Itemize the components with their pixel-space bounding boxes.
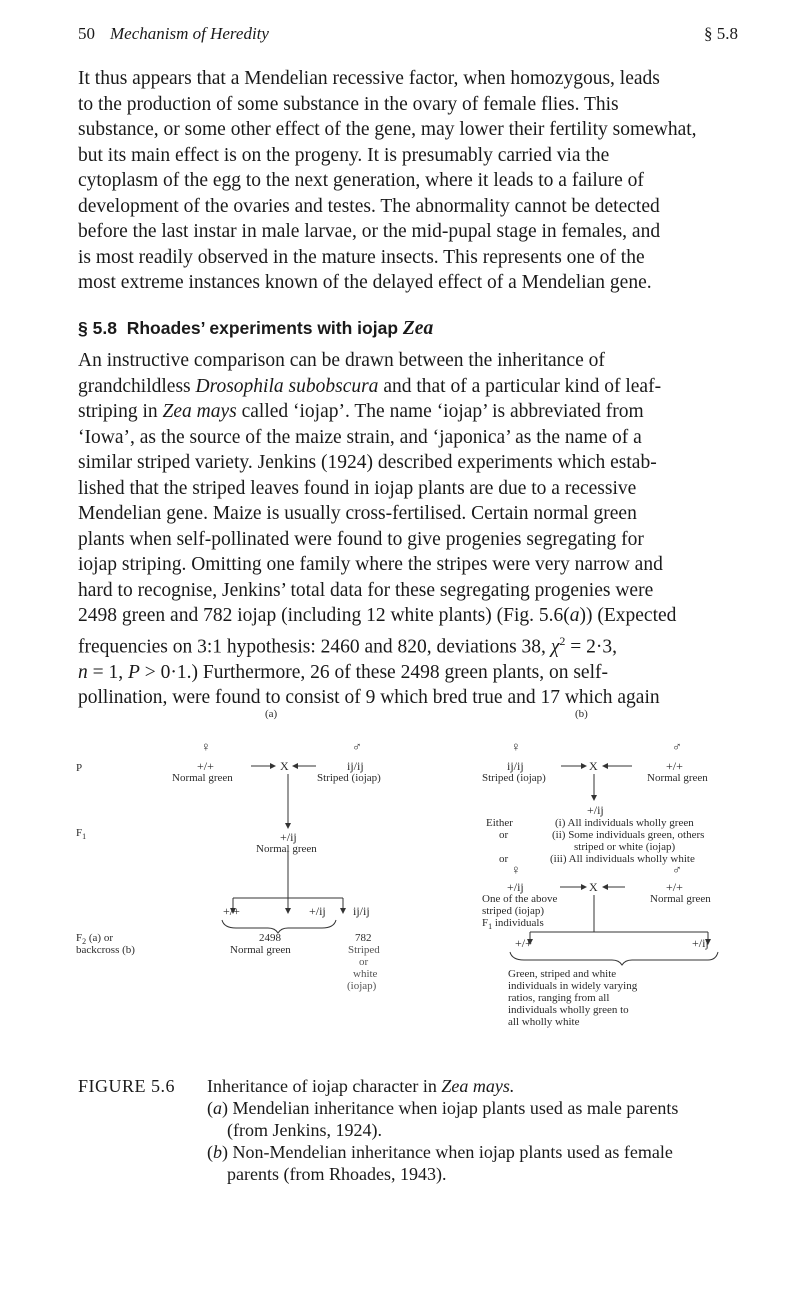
text-line: hard to recognise, Jenkins’ total data for these segregating progenies were xyxy=(78,579,654,601)
text-line: but its main effect is on the progeny. It is presumably carried via the xyxy=(78,144,610,166)
text-line: similar striped variety. Jenkins (1924) described experiments which estab- xyxy=(78,452,657,473)
a-f2-genotype-2: +/ij xyxy=(309,904,326,918)
a-f2-green-phenotype: Normal green xyxy=(230,944,291,956)
a-f1-phenotype: Normal green xyxy=(256,843,317,855)
figure-5-6 xyxy=(0,700,800,1070)
section-title-italic: Zea xyxy=(402,318,434,339)
a-f2-genotype-1: +/+ xyxy=(223,904,240,918)
text-line: development of the ovaries and testes. The abnormality cannot be detected xyxy=(78,195,660,217)
row-label-f1: $F_1$ xyxy=(76,827,87,842)
a-f2-iojap-line: (iojap) xyxy=(347,980,377,992)
caption-text xyxy=(207,1075,767,1185)
text-line: Mendelian gene. Maize is usually cross-fertilised. Certain normal green xyxy=(78,503,637,524)
b-cross-symbol: X xyxy=(589,759,598,773)
a-p-female-phenotype: Normal green xyxy=(172,772,233,784)
figure-label: FIGURE 5.6 xyxy=(78,1076,176,1096)
text-line: substance, or some other effect of the gene, may lower their fertility somewhat, xyxy=(78,119,697,140)
b-off-genotype-1: +/+ xyxy=(515,936,532,950)
text-line: n = 1, P > 0·1.) Furthermore, 26 of these 2498 green plants, on self- xyxy=(78,661,608,683)
text-line: before the last instar in male larvae, or the mid-pupal stage in females, and xyxy=(78,221,661,242)
text-line: is most readily observed in the mature insects. This represents one of the xyxy=(78,246,645,268)
caption-part-a-cont: (from Jenkins, 1924). xyxy=(227,1120,382,1140)
b-off-line: individuals in widely varying xyxy=(508,980,638,992)
a-f1-genotype: +/ij xyxy=(280,830,297,844)
b-off-line: individuals wholly green to xyxy=(508,1004,629,1016)
section-marker: § 5.8 xyxy=(704,24,738,43)
a-f2-iojap-line: Striped xyxy=(348,944,380,956)
caption-part-b: (b) Non-Mendelian inheritance when iojap plants used as female xyxy=(207,1142,673,1162)
text-line: striping in Zea mays called ‘iojap’. The name ‘iojap’ is abbreviated from xyxy=(78,401,644,422)
caption-part-a: (a) Mendelian inheritance when iojap plants used as male parents xyxy=(207,1098,679,1118)
text-line: ‘Iowa’, as the source of the maize strain, and ‘japonica’ as the name of a xyxy=(78,426,642,448)
male-symbol: ♂ xyxy=(672,862,682,877)
section-title: Rhoades’ experiments with iojap xyxy=(126,318,399,338)
section-heading xyxy=(78,318,433,340)
caption-part-b-cont: parents (from Rhoades, 1943). xyxy=(227,1164,447,1184)
female-symbol: ♀ xyxy=(511,862,521,877)
text-line: cytoplasm of the egg to the next generation, where it leads to a failure of xyxy=(78,170,644,191)
b-off-line: ratios, ranging from all xyxy=(508,992,610,1004)
b-option-3: (iii) All individuals wholly white xyxy=(550,853,695,865)
a-f2-count-green: 2498 xyxy=(259,932,281,944)
text-line: An instructive comparison can be drawn between the inheritance of xyxy=(78,350,605,371)
paragraph-1 xyxy=(78,66,759,296)
b-or: or xyxy=(499,853,509,865)
male-symbol: ♂ xyxy=(352,739,362,754)
b-p-male-phenotype: Normal green xyxy=(647,772,708,784)
b-option-1: (i) All individuals wholly green xyxy=(555,817,694,829)
b-p-female-genotype: ij/ij xyxy=(507,759,524,773)
text-line: lished that the striped leaves found in iojap plants are due to a recessive xyxy=(78,477,637,499)
a-f2-iojap-line: or xyxy=(359,956,369,968)
text-line: It thus appears that a Mendelian recessive factor, when homozygous, leads xyxy=(78,68,660,89)
a-p-male-genotype: ij/ij xyxy=(347,759,364,773)
text-line: 2498 green and 782 iojap (including 12 white plants) (Fig. 5.6(a)) (Expected xyxy=(78,605,677,626)
male-symbol: ♂ xyxy=(672,739,682,754)
a-p-female-genotype: +/+ xyxy=(197,759,214,773)
b-off-line: all wholly white xyxy=(508,1016,580,1028)
b-f1-genotype: +/ij xyxy=(587,803,604,817)
page-number: 50 xyxy=(78,24,95,43)
section-number: § 5.8 xyxy=(78,318,117,338)
b-or: or xyxy=(499,829,509,841)
b-off-line: Green, striped and white xyxy=(508,968,617,980)
a-f2-iojap-line: white xyxy=(353,968,378,980)
caption-title: Inheritance of iojap character in Zea mays. xyxy=(207,1076,515,1096)
b-either: Either xyxy=(486,817,513,829)
b-off-genotype-2: +/ij xyxy=(692,936,709,950)
b-p-male-genotype: +/+ xyxy=(666,759,683,773)
text-line: grandchildless Drosophila subobscura and that of a particular kind of leaf- xyxy=(78,375,662,397)
paragraph-2 xyxy=(78,348,759,711)
a-cross-symbol: X xyxy=(280,759,289,773)
b-bc-female-line: striped (iojap) xyxy=(482,905,545,917)
running-title: Mechanism of Heredity xyxy=(110,24,269,43)
female-symbol: ♀ xyxy=(201,739,211,754)
b-bc-female-line: One of the above xyxy=(482,893,558,905)
row-label-p: P xyxy=(76,762,83,774)
b-option-2: (ii) Some individuals green, others xyxy=(552,829,705,841)
female-symbol: ♀ xyxy=(511,739,521,754)
b-bc-male-phenotype: Normal green xyxy=(650,893,711,905)
b-bc-female-line: $F_1$ individuals xyxy=(482,917,544,932)
b-p-female-phenotype: Striped (iojap) xyxy=(482,772,546,784)
b-cross-symbol: X xyxy=(589,880,598,894)
b-bc-female-genotype: +/ij xyxy=(507,880,524,894)
a-f2-genotype-3: ij/ij xyxy=(353,904,370,918)
text-line: plants when self-pollinated were found to give progenies segregating for xyxy=(78,528,644,550)
panel-b-label: (b) xyxy=(575,708,588,720)
text-line: iojap striping. Omitting one family where the stripes were very narrow and xyxy=(78,554,663,575)
b-bc-male-genotype: +/+ xyxy=(666,880,683,894)
text-line: to the production of some substance in the ovary of female flies. This xyxy=(78,93,619,115)
b-option-2-cont: striped or white (iojap) xyxy=(574,841,676,853)
a-p-male-phenotype: Striped (iojap) xyxy=(317,772,381,784)
row-label-f2: $F_2$ (a) or xyxy=(76,932,113,947)
text-line: frequencies on 3:1 hypothesis: 2460 and 820, deviations 38, $\chi^2 = 2\cdot 3$, xyxy=(78,633,618,657)
panel-a-label: (a) xyxy=(265,708,278,720)
a-f2-count-iojap: 782 xyxy=(355,932,372,944)
text-line: most extreme instances known of the delayed effect of a Mendelian gene. xyxy=(78,272,652,293)
text-line: pollination, were found to consist of 9 which bred true and 17 which again xyxy=(78,687,660,708)
row-label-backcross: backcross (b) xyxy=(76,944,135,956)
